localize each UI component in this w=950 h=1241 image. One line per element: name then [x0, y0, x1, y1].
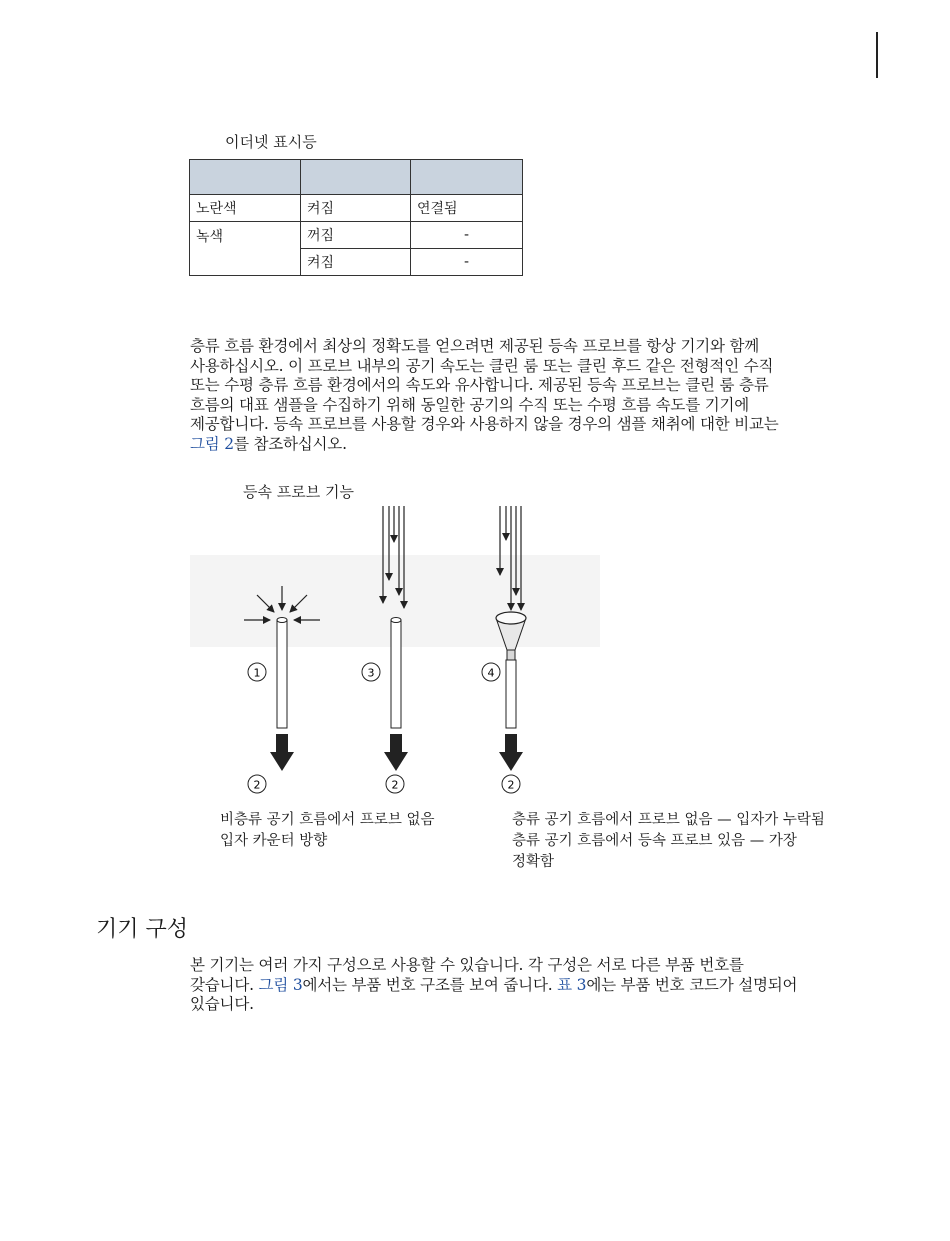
isokinetic-probe-figure [190, 500, 610, 800]
callout-2-label: 2 [391, 778, 399, 792]
figure-legend-right [512, 810, 872, 873]
table-cell-meaning: 연결됨 [411, 195, 523, 222]
sample-tube [277, 620, 287, 728]
paragraph-line: 제공합니다. 등속 프로브를 사용할 경우와 사용하지 않을 경우의 샘플 채취에 대한 비교는 [190, 415, 779, 434]
legend-item: 정확함 [512, 854, 555, 870]
table-3-link[interactable]: 표 3 [557, 975, 587, 994]
tube-opening [277, 618, 287, 623]
probe-2-group [362, 506, 408, 793]
table-cell-color: 녹색 [190, 222, 301, 276]
sample-tube [506, 660, 516, 728]
paragraph-line [190, 976, 875, 996]
text-span: 에서는 부품 번호 구조를 보여 줍니다. [302, 975, 558, 994]
tube-opening [391, 618, 401, 623]
figure-2-link[interactable]: 그림 2 [190, 434, 234, 453]
text-span: 갖습니다. [190, 975, 259, 994]
callout-2-label: 2 [507, 778, 515, 792]
table-row [190, 195, 523, 222]
table-cell-state: 켜짐 [301, 195, 411, 222]
legend-item: 층류 공기 흐름에서 등속 프로브 있음 — 가장 [512, 833, 797, 849]
callout-4-label: 4 [487, 666, 495, 680]
paragraph-line-tail: 를 참조하십시오. [233, 434, 347, 453]
table-cell-state: 꺼짐 [301, 222, 411, 249]
legend-item: 입자 카운터 방향 [220, 833, 328, 849]
table-cell-state: 켜짐 [301, 249, 411, 276]
paragraph-line: 본 기기는 여러 가지 구성으로 사용할 수 있습니다. 각 구성은 서로 다른 부품 번호를 [190, 956, 744, 974]
table-header-row [190, 160, 523, 195]
legend-item: 비층류 공기 흐름에서 프로브 없음 [220, 812, 435, 828]
table-cell-meaning: - [411, 249, 523, 276]
callout-3-label: 3 [367, 666, 375, 680]
table-header-cell [411, 160, 523, 195]
figure-legend-left [220, 810, 435, 852]
funnel-opening [496, 612, 526, 624]
callout-2-label: 2 [253, 778, 261, 792]
table-row [190, 222, 523, 249]
configuration-paragraph [190, 956, 875, 1015]
flow-direction-arrow [499, 734, 523, 771]
sample-tube [391, 620, 401, 728]
paragraph-line: 흐름의 대표 샘플을 수집하기 위해 동일한 공기의 수직 또는 수평 흐름 속도를 기기에 [190, 395, 750, 414]
table-caption: 이더넷 표시등 [225, 133, 317, 151]
paragraph-line [190, 435, 875, 455]
callout-1-label: 1 [253, 666, 261, 680]
flow-direction-arrow [270, 734, 294, 771]
table-cell-meaning: - [411, 222, 523, 249]
table-header-cell [301, 160, 411, 195]
probe-3-group [482, 506, 526, 793]
paragraph-line: 사용하십시오. 이 프로브 내부의 공기 속도는 클린 룸 또는 클린 후드 같은 전형적인 수직 [190, 356, 774, 375]
flow-direction-arrow [384, 734, 408, 771]
page-edge-marker [876, 32, 878, 78]
paragraph-line: 층류 흐름 환경에서 최상의 정확도를 얻으려면 제공된 등속 프로브를 항상 기기와 함께 [190, 337, 760, 355]
table-cell-color: 노란색 [190, 195, 301, 222]
figure-caption: 등속 프로브 기능 [243, 483, 354, 501]
figure-3-link[interactable]: 그림 3 [258, 975, 303, 994]
paragraph-line: 있습니다. [190, 995, 254, 1014]
table-header-cell [190, 160, 301, 195]
text-span: 에는 부품 번호 코드가 설명되어 [586, 975, 798, 994]
legend-item: 층류 공기 흐름에서 프로브 없음 — 입자가 누락됨 [512, 812, 825, 828]
funnel-neck [507, 650, 515, 660]
ethernet-indicator-table [189, 159, 523, 276]
isokinetic-probe-paragraph [190, 337, 875, 455]
paragraph-line: 또는 수평 층류 흐름 환경에서의 속도와 유사합니다. 제공된 등속 프로브는 클린 룸 층류 [190, 376, 769, 395]
section-heading: 기기 구성 [96, 917, 189, 942]
